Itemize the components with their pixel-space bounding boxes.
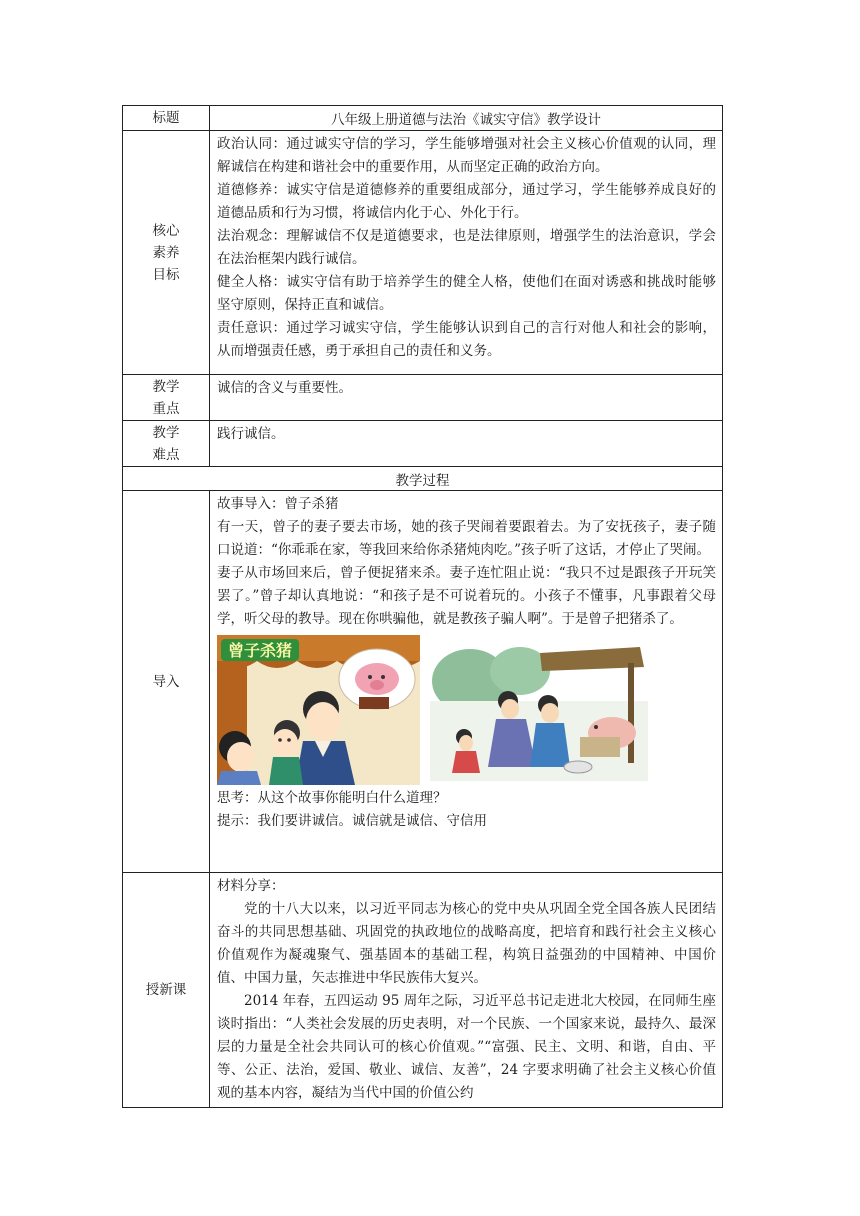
zengzi-cartoon-image	[217, 635, 420, 785]
key-label-line: 教学	[152, 378, 180, 395]
goal-law: 法治观念：理解诚信不仅是道德要求，也是法律原则，增强学生的法治意识，学会在法治框架内践行诚信。	[217, 228, 716, 267]
material-paragraph: 党的十八大以来，以习近平同志为核心的党中央从巩固全党全国各族人民团结奋斗的共同思想基础、巩固党的执政地位的战略高度，把培育和践行社会主义核心价值观作为凝魂聚气、强基固本的基础工程，构筑日益强劲的中国精神、中国价值、中国力量，矢志推进中华民族伟大复兴。	[217, 901, 716, 986]
goal-responsibility: 责任意识：通过学习诚实守信，学生能够认识到自己的言行对他人和社会的影响，从而增强责任感，勇于承担自己的责任和义务。	[217, 320, 716, 359]
difficult-label	[123, 421, 210, 467]
story-paragraph: 有一天，曾子的妻子要去市场，她的孩子哭闹着要跟着去。为了安抚孩子，妻子随口说道：“你乖乖在家，等我回来给你杀猪炖肉吃。”孩子听了这话，才停止了哭闹。	[217, 519, 716, 558]
page-title: 八年级上册道德与法治《诚实守信》教学设计	[210, 106, 723, 131]
material-paragraph: 2014 年春，五四运动 95 周年之际，习近平总书记走进北大校园，在同师生座谈时指出：“人类社会发展的历史表明，对一个民族、一个国家来说，最持久、最深层的力量是全社会共同认可的核心价值观。”“富强、民主、文明、和谐，自由、平等、公正、法治，爱国、敬业、诚信、友善”，24 字要求明确了社会主义核心价值观的基本内容，凝结为当代中国的价值公约	[217, 993, 716, 1101]
title-row	[123, 106, 723, 131]
goals-label-line: 素养	[152, 244, 180, 261]
intro-content	[210, 491, 723, 873]
difficult-label-line: 教学	[152, 424, 180, 441]
new-lesson-content	[210, 873, 723, 1108]
goals-content	[210, 131, 723, 375]
key-label	[123, 375, 210, 421]
difficult-label-line: 难点	[152, 446, 180, 463]
goals-row	[123, 131, 723, 375]
image-caption: 曾子杀猪	[227, 641, 293, 660]
question-text: 思考：从这个故事你能明白什么道理？	[217, 790, 447, 806]
goal-moral: 道德修养：诚实守信是道德修养的重要组成部分，通过学习，学生能够养成良好的道德品质和行为习惯，将诚信内化于心、外化于行。	[217, 182, 716, 221]
new-lesson-label: 授新课	[123, 873, 210, 1108]
story-images	[217, 635, 716, 785]
goal-personality: 健全人格：诚实守信有助于培养学生的健全人格，使他们在面对诱惑和挑战时能够坚守原则，保持正直和诚信。	[217, 274, 716, 313]
story-heading: 故事导入：曾子杀猪	[217, 496, 339, 512]
material-heading: 材料分享：	[217, 878, 285, 894]
process-heading-row	[123, 467, 723, 491]
lesson-plan-table	[122, 105, 723, 1108]
difficult-row	[123, 421, 723, 467]
key-row	[123, 375, 723, 421]
key-content: 诚信的含义与重要性。	[210, 375, 723, 421]
goal-political: 政治认同：通过诚实守信的学习，学生能够增强对社会主义核心价值观的认同，理解诚信在构建和谐社会中的重要作用，从而坚定正确的政治方向。	[217, 136, 716, 175]
intro-row	[123, 491, 723, 873]
difficult-content: 践行诚信。	[210, 421, 723, 467]
goals-label-line: 核心	[152, 222, 180, 239]
hint-text: 提示：我们要讲诚信。诚信就是诚信、守信用	[217, 813, 487, 829]
story-illustration-image	[430, 641, 648, 781]
process-heading: 教学过程	[123, 467, 723, 491]
intro-label: 导入	[123, 491, 210, 873]
goals-label	[123, 131, 210, 375]
key-label-line: 重点	[152, 400, 180, 417]
new-lesson-row	[123, 873, 723, 1108]
title-label: 标题	[123, 106, 210, 131]
story-paragraph: 妻子从市场回来后，曾子便捉猪来杀。妻子连忙阻止说：“我只不过是跟孩子开玩笑罢了。”曾子却认真地说：“和孩子是不可说着玩的。小孩子不懂事，凡事跟着父母学，听父母的教导。现在你哄骗他，就是教孩子骗人啊”。于是曾子把猪杀了。	[217, 565, 716, 627]
goals-label-line: 目标	[152, 266, 180, 283]
